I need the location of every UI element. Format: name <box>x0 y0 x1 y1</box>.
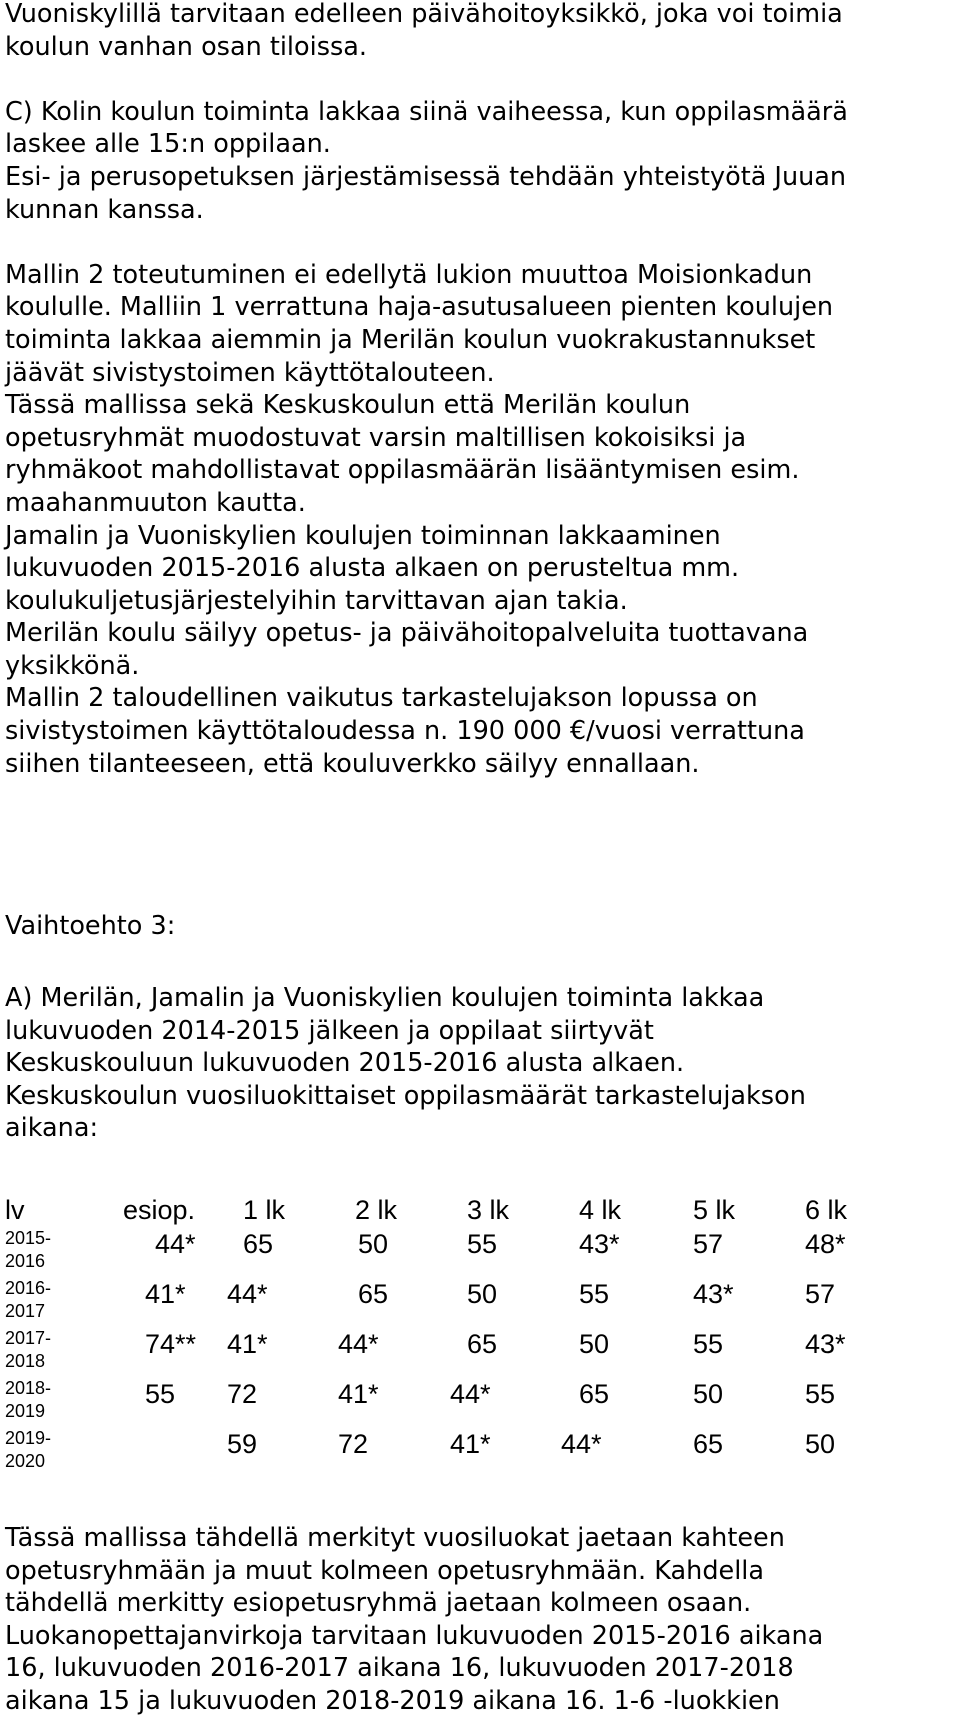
table-cell: 55 <box>805 1379 836 1409</box>
text-line <box>5 226 950 259</box>
table-cell: 44* <box>450 1379 491 1409</box>
table-cell: 44* <box>561 1429 602 1459</box>
text-line: lukuvuoden 2015-2016 alusta alkaen on perusteltua mm. <box>5 553 740 584</box>
table-cell: 50 <box>693 1379 724 1409</box>
year-cell <box>5 1277 51 1323</box>
text-line: Tässä mallissa tähdellä merkityt vuosiluokat jaetaan kahteen <box>5 1523 785 1553</box>
text-line: Keskuskouluun lukuvuoden 2015-2016 alusta alkaen. <box>5 1048 685 1079</box>
text-line: Mallin 2 taloudellinen vaikutus tarkastelujakson lopussa on <box>5 683 758 714</box>
table-row <box>5 1375 950 1425</box>
year-end: 2019 <box>5 1401 46 1421</box>
text-line: koululle. Malliin 1 verrattuna haja-asutusalueen pienten koulujen <box>5 292 834 323</box>
text-line: jäävät sivistystoimen käyttötalouteen. <box>5 357 495 388</box>
table-cell: 44* <box>227 1279 268 1309</box>
text-line: tähdellä merkitty esiopetusryhmä jaetaan kolmeen osaan. <box>5 1588 752 1619</box>
year-end: 2017 <box>5 1301 46 1321</box>
top-text-block <box>5 0 950 780</box>
option-text-block <box>5 982 950 1145</box>
table-cell: 65 <box>693 1429 724 1459</box>
text-line <box>5 63 950 96</box>
year-end: 2020 <box>5 1451 46 1471</box>
table-header-cell: 2 lk <box>355 1195 398 1225</box>
year-cell <box>5 1377 51 1423</box>
table-row <box>5 1275 950 1325</box>
year-cell <box>5 1427 51 1473</box>
text-line: toiminta lakkaa aiemmin ja Merilän koulun vuokrakustannukset <box>5 324 816 355</box>
table-cell: 65 <box>579 1379 610 1409</box>
year-start: 2015- <box>5 1228 52 1248</box>
table-cell: 59 <box>227 1429 258 1459</box>
text-line: Mallin 2 toteutuminen ei edellytä lukion muuttoa Moisionkadun <box>5 259 813 290</box>
year-start: 2016- <box>5 1278 52 1298</box>
table-cell: 43* <box>805 1329 846 1359</box>
table-row <box>5 1325 950 1375</box>
text-line: aikana 15 ja lukuvuoden 2018-2019 aikana 16. 1-6 -luokkien <box>5 1685 780 1716</box>
year-end: 2018 <box>5 1351 46 1371</box>
table-cell: 57 <box>693 1229 724 1259</box>
text-line: Vuoniskylillä tarvitaan edelleen päivähoitoyksikkö, joka voi toimia <box>5 0 843 29</box>
table-header-cell: 6 lk <box>805 1195 848 1225</box>
table-header-cell: 5 lk <box>693 1195 736 1225</box>
table-header-cell: 1 lk <box>243 1195 286 1225</box>
table-cell: 72 <box>338 1429 369 1459</box>
table-header-row <box>5 1195 950 1225</box>
table-header-cell: 3 lk <box>467 1195 510 1225</box>
table-cell: 55 <box>145 1379 176 1409</box>
table-cell: 43* <box>579 1229 620 1259</box>
table-cell: 41* <box>338 1379 379 1409</box>
table-cell: 55 <box>693 1329 724 1359</box>
text-line: Jamalin ja Vuoniskylien koulujen toiminnan lakkaaminen <box>5 520 721 551</box>
table-cell: 41* <box>227 1329 268 1359</box>
table-cell: 55 <box>467 1229 498 1259</box>
table-cell: 50 <box>467 1279 498 1309</box>
text-line: A) Merilän, Jamalin ja Vuoniskylien koulujen toiminta lakkaa <box>5 983 765 1013</box>
pupil-count-table <box>5 1195 950 1475</box>
text-line: sivistystoimen käyttötaloudessa n. 190 000 €/vuosi verrattuna <box>5 716 805 747</box>
text-line: Keskuskoulun vuosiluokittaiset oppilasmäärät tarkastelujakson <box>5 1080 806 1111</box>
table-cell: 50 <box>805 1429 836 1459</box>
table-cell: 65 <box>467 1329 498 1359</box>
table-cell: 57 <box>805 1279 836 1309</box>
text-line: Luokanopettajanvirkoja tarvitaan lukuvuoden 2015-2016 aikana <box>5 1620 824 1651</box>
table-cell: 65 <box>358 1279 389 1309</box>
table-cell: 41* <box>145 1279 186 1309</box>
section-heading: Vaihtoehto 3: <box>5 911 176 941</box>
year-start: 2017- <box>5 1328 52 1348</box>
text-line: Esi- ja perusopetuksen järjestämisessä tehdään yhteistyötä Juuan <box>5 161 847 192</box>
table-cell: 44* <box>338 1329 379 1359</box>
table-cell: 50 <box>358 1229 389 1259</box>
table-cell: 41* <box>450 1429 491 1459</box>
text-line: aikana: <box>5 1113 99 1144</box>
text-line: 16, lukuvuoden 2016-2017 aikana 16, lukuvuoden 2017-2018 <box>5 1653 794 1684</box>
text-line: yksikkönä. <box>5 650 140 681</box>
text-line: laskee alle 15:n oppilaan. <box>5 129 331 160</box>
year-start: 2018- <box>5 1378 52 1398</box>
table-cell: 74** <box>145 1329 197 1359</box>
table-cell: 65 <box>243 1229 274 1259</box>
table-cell: 72 <box>227 1379 258 1409</box>
table-header-cell: 4 lk <box>579 1195 622 1225</box>
year-end: 2016 <box>5 1251 46 1271</box>
text-line: koulun vanhan osan tiloissa. <box>5 31 368 62</box>
text-line: koulukuljetusjärjestelyihin tarvittavan ajan takia. <box>5 585 628 616</box>
table-cell: 50 <box>579 1329 610 1359</box>
table-header-cell: esiop. <box>123 1195 196 1225</box>
text-line: maahanmuuton kautta. <box>5 487 306 518</box>
year-cell <box>5 1327 51 1373</box>
text-line: kunnan kanssa. <box>5 194 204 225</box>
text-line: opetusryhmät muodostuvat varsin maltillisen kokoisiksi ja <box>5 422 747 453</box>
table-cell: 43* <box>693 1279 734 1309</box>
table-row <box>5 1425 950 1475</box>
table-cell: 55 <box>579 1279 610 1309</box>
text-line: lukuvuoden 2014-2015 jälkeen ja oppilaat siirtyvät <box>5 1015 654 1046</box>
bottom-text-block <box>5 1522 950 1718</box>
year-start: 2019- <box>5 1428 52 1448</box>
table-cell: 48* <box>805 1229 846 1259</box>
table-row <box>5 1225 950 1275</box>
text-line: opetusryhmään ja muut kolmeen opetusryhmään. Kahdella <box>5 1555 764 1586</box>
table-cell: 44* <box>155 1229 196 1259</box>
text-line: C) Kolin koulun toiminta lakkaa siinä vaiheessa, kun oppilasmäärä <box>5 96 848 127</box>
text-line: Tässä mallissa sekä Keskuskoulun että Merilän koulun <box>5 390 691 421</box>
text-line: siihen tilanteeseen, että kouluverkko säilyy ennallaan. <box>5 748 700 779</box>
text-line: ryhmäkoot mahdollistavat oppilasmäärän lisääntymisen esim. <box>5 455 800 486</box>
year-cell <box>5 1227 51 1273</box>
table-header-cell: lv <box>5 1195 25 1225</box>
section-heading-block <box>5 910 950 943</box>
text-line: Merilän koulu säilyy opetus- ja päivähoitopalveluita tuottavana <box>5 618 809 649</box>
